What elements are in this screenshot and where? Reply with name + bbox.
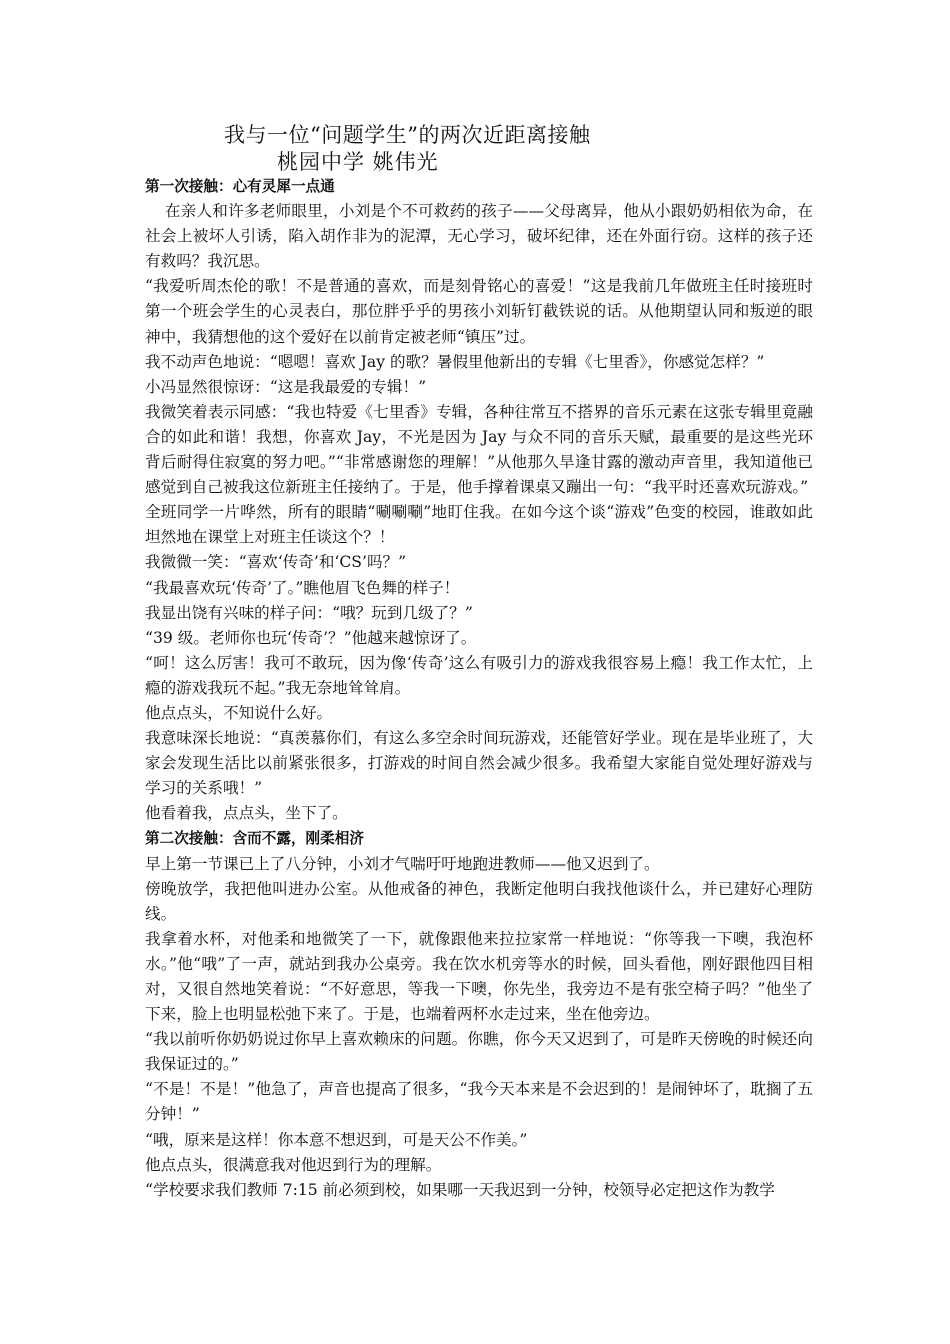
paragraph: 小冯显然很惊讶：“这是我最爱的专辑！” bbox=[145, 377, 427, 396]
paragraph: 我微笑着表示同感：“我也特爱《七里香》专辑，各种往常互不搭界的音乐元素在这张专辑里竟融合的如此和谐！我想，你喜欢 Jay，不光是因为 Jay 与众不同的音乐天赋，最重要的是这些光环背后耐得住寂寞的努力吧。”“非常感谢您的理解！”从他那久旱逢甘露的激动声音里，我知道他已感觉到自己被我这位新班主任接纳了。于是，他手撑着课桌又蹦出一句：“我平时还喜欢玩游戏。” bbox=[145, 402, 813, 497]
paragraph: “哦，原来是这样！你本意不想迟到，可是天公不作美。” bbox=[145, 1130, 528, 1149]
document-title: 我与一位“问题学生”的两次近距离接触 bbox=[224, 123, 591, 147]
paragraph: 我微微一笑：“喜欢‘传奇’和‘CS’吗？” bbox=[145, 553, 407, 572]
section-heading: 第二次接触：含而不露，刚柔相济 bbox=[145, 830, 364, 848]
paragraph: “我爱听周杰伦的歌！不是普通的喜欢，而是刻骨铭心的喜爱！”这是我前几年做班主任时接班时第一个班会学生的心灵表白，那位胖乎乎的男孩小刘斩钉截铁说的话。从他期望认同和叛逆的眼神中，我猜想他的这个爱好在以前肯定被老师“镇压”过。 bbox=[145, 277, 813, 346]
paragraph: “39 级。老师你也玩‘传奇’？”他越来越惊讶了。 bbox=[145, 628, 477, 647]
paragraph: 全班同学一片哗然，所有的眼睛“唰唰唰”地盯住我。在如今这个谈“游戏”色变的校园，谁敢如此坦然地在课堂上对班主任谈这个？！ bbox=[145, 503, 813, 547]
paragraph: 我拿着水杯，对他柔和地微笑了一下，就像跟他来拉拉家常一样地说：“你等我一下噢，我泡杯水。”他“哦”了一声，就站到我办公桌旁。我在饮水机旁等水的时候，回头看他，刚好跟他四目相对，又很自然地笑着说：“不好意思，等我一下噢，你先坐，我旁边不是有张空椅子吗？”他坐了下来，脸上也明显松弛下来了。于是，也端着两杯水走过来，坐在他旁边。 bbox=[145, 929, 813, 1024]
paragraph: “不是！不是！”他急了，声音也提高了很多，“我今天本来是不会迟到的！是闹钟坏了，耽搁了五分钟！” bbox=[145, 1080, 813, 1124]
paragraph: “学校要求我们教师 7:15 前必须到校，如果哪一天我迟到一分钟，校领导必定把这作为教学 bbox=[145, 1180, 775, 1199]
paragraph: “呵！这么厉害！我可不敢玩，因为像‘传奇’这么有吸引力的游戏我很容易上瘾！我工作太忙，上瘾的游戏我玩不起。”我无奈地耸耸肩。 bbox=[145, 653, 813, 697]
paragraph: 他点点头，很满意我对他迟到行为的理解。 bbox=[145, 1155, 442, 1174]
document-author: 桃园中学 姚伟光 bbox=[277, 150, 439, 174]
paragraph: “我以前听你奶奶说过你早上喜欢赖床的问题。你瞧，你今天又迟到了，可是昨天傍晚的时候还向我保证过的。” bbox=[145, 1030, 813, 1074]
paragraph: “我最喜欢玩‘传奇’了。”瞧他眉飞色舞的样子！ bbox=[145, 578, 460, 597]
paragraph: 他看着我，点点头，坐下了。 bbox=[145, 804, 348, 823]
paragraph: 早上第一节课已上了八分钟，小刘才气喘吁吁地跑进教师——他又迟到了。 bbox=[145, 854, 660, 873]
document-body bbox=[145, 174, 813, 1203]
paragraph: 傍晚放学，我把他叫进办公室。从他戒备的神色，我断定他明白我找他谈什么，并已建好心理防线。 bbox=[145, 879, 813, 923]
paragraph: 我不动声色地说：“嗯嗯！喜欢 Jay 的歌？暑假里他新出的专辑《七里香》，你感觉怎样？” bbox=[145, 352, 765, 371]
paragraph: 在亲人和许多老师眼里，小刘是个不可救药的孩子——父母离异，他从小跟奶奶相依为命，在社会上被坏人引诱，陷入胡作非为的泥潭，无心学习，破坏纪律，还在外面行窃。这样的孩子还有救吗？我沉思。 bbox=[145, 202, 813, 271]
paragraph: 他点点头，不知说什么好。 bbox=[145, 703, 333, 722]
section-heading: 第一次接触：心有灵犀一点通 bbox=[145, 178, 335, 195]
paragraph: 我意味深长地说：“真羡慕你们，有这么多空余时间玩游戏，还能管好学业。现在是毕业班了，大家会发现生活比以前紧张很多，打游戏的时间自然会减少很多。我希望大家能自觉处理好游戏与学习的关系哦！” bbox=[145, 729, 813, 798]
paragraph: 我显出饶有兴味的样子问：“哦？玩到几级了？” bbox=[145, 603, 473, 622]
